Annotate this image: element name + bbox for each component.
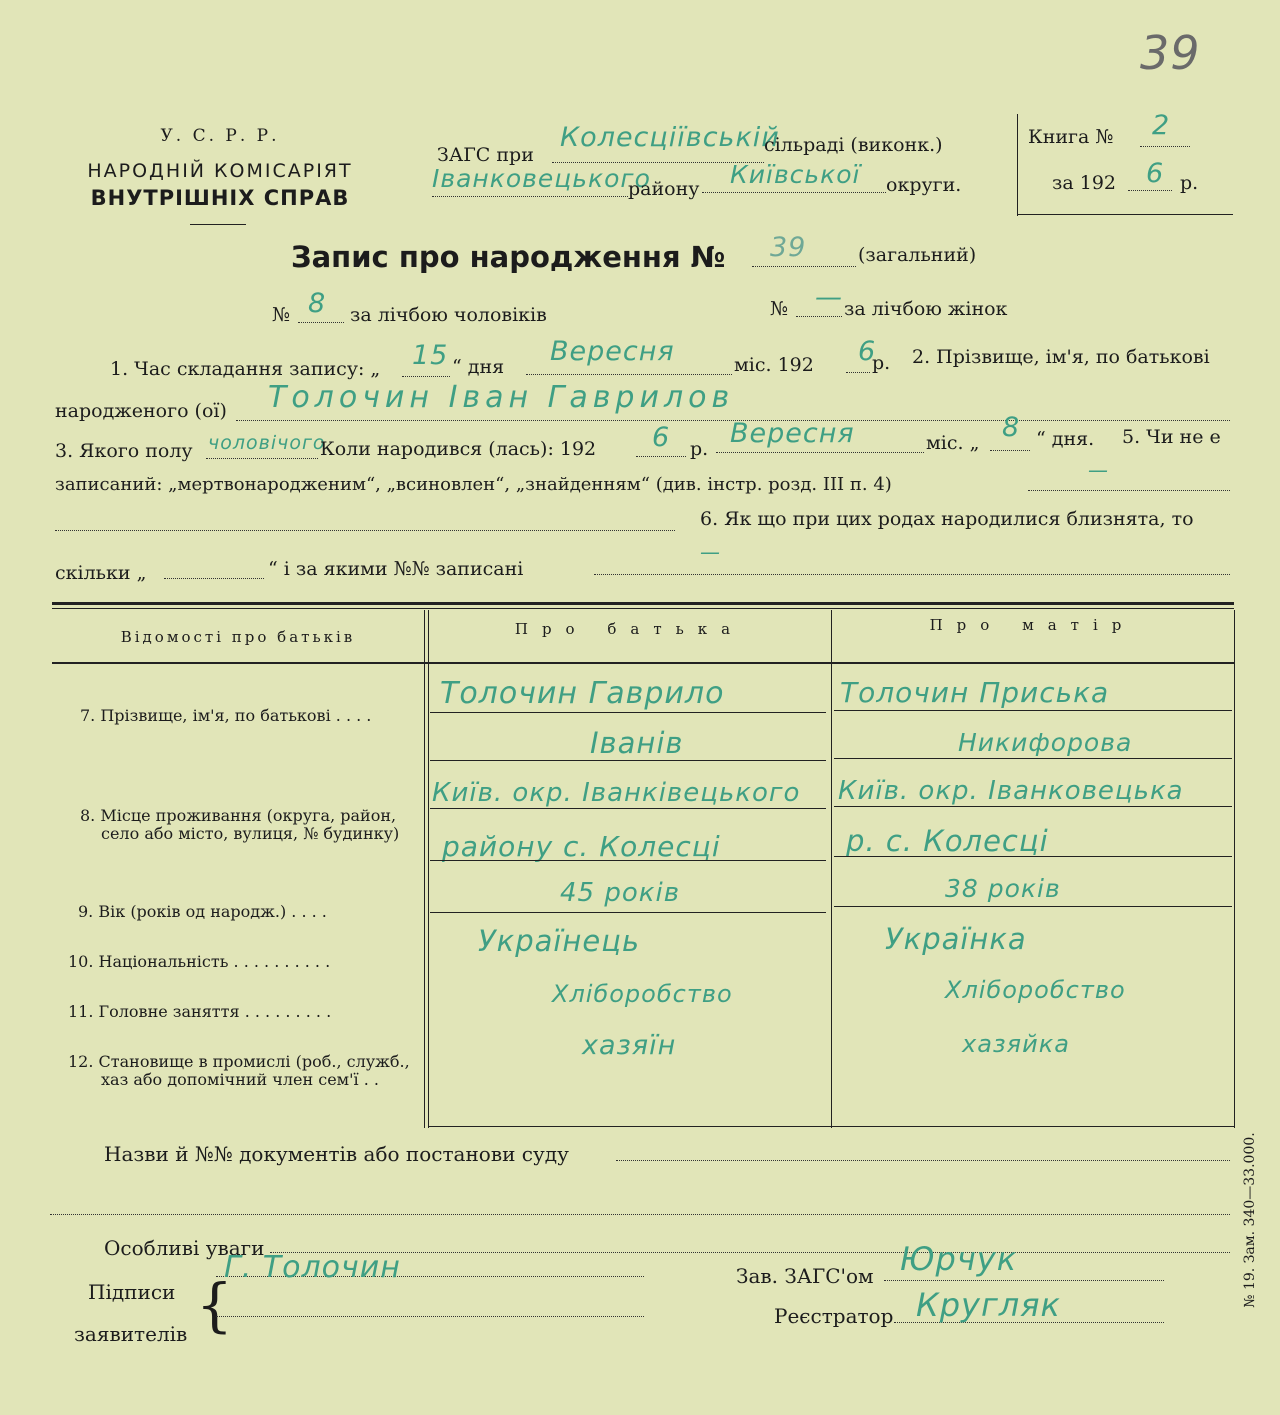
- mother-occupation: Хліборобство: [945, 976, 1126, 1004]
- applicant-signature: Г. Толочин: [224, 1250, 401, 1285]
- q1-month-suffix: міс. 192: [734, 354, 814, 376]
- signatures-label-1: Підписи: [88, 1280, 176, 1304]
- village-council-suffix: сільраді (виконк.): [764, 134, 943, 156]
- q3-born-year-line: [636, 456, 686, 457]
- mother-line-2: [834, 758, 1232, 759]
- q5-label: 5. Чи не е: [1122, 426, 1221, 448]
- q6-label: 6. Як що при цих родах народилися близнята, то: [700, 508, 1194, 530]
- table-divider-1: [424, 610, 425, 1128]
- okruha-value: Київської: [730, 160, 861, 189]
- record-number: 39: [770, 232, 807, 263]
- record-number-line: [752, 266, 856, 267]
- applicant-signature-line-2: [216, 1316, 644, 1317]
- q6-label2b: “ і за якими №№ записані: [268, 558, 524, 580]
- book-label: Книга №: [1028, 126, 1114, 148]
- men-count-value: 8: [308, 288, 327, 319]
- row-label-12: 12. Становище в промислі (роб., служб.,: [68, 1052, 410, 1071]
- signatures-brace: {: [196, 1271, 233, 1339]
- q3-born-label: Коли народився (лась): 192: [320, 438, 597, 460]
- remarks-line: [270, 1252, 1230, 1253]
- father-residence-2: району с. Колесці: [442, 830, 721, 863]
- table-divider-3: [1234, 610, 1235, 1128]
- zags-prefix: ЗАГС при: [437, 144, 534, 166]
- q2-label: 2. Прізвище, ім'я, по батькові: [912, 346, 1210, 368]
- q5-continuation-line: [55, 530, 675, 531]
- q3-born-year-suffix: р.: [690, 438, 709, 460]
- signatures-label-2: заявителів: [74, 1322, 188, 1346]
- q6-count-line: [164, 578, 264, 579]
- q1-label: 1. Час складання запису: „: [110, 358, 381, 380]
- table-bottom-rule: [428, 1126, 1234, 1127]
- q3-month: Вересня: [730, 418, 855, 449]
- q1-year: 6: [858, 336, 877, 367]
- q2-label2: народженого (ої): [55, 400, 227, 422]
- q3-born-year: 6: [652, 422, 671, 453]
- commissariat-line1: НАРОДНІЙ КОМІСАРІЯТ: [87, 160, 353, 182]
- q5-value: —: [1088, 458, 1109, 482]
- q3-month-suffix: міс. „: [926, 432, 980, 454]
- mother-line-4: [834, 856, 1232, 857]
- okruha-label: округи.: [886, 174, 962, 196]
- women-count-line: [796, 316, 842, 317]
- col-header-mother: Про матір: [929, 616, 1136, 634]
- documents-line: [616, 1160, 1230, 1161]
- mother-residence-1: Київ. окр. Іванковецька: [838, 776, 1184, 806]
- father-occupation: Хліборобство: [552, 980, 733, 1008]
- col-header-father: Про батька: [514, 620, 745, 638]
- father-line-5: [430, 912, 826, 913]
- mother-line-1: [834, 710, 1232, 711]
- q1-month-line: [526, 374, 732, 375]
- q6-value: —: [700, 540, 721, 564]
- women-count-prefix: №: [770, 298, 788, 320]
- head-signature-line: [884, 1280, 1164, 1281]
- commissariat-line2: ВНУТРІШНІХ СПРАВ: [90, 186, 350, 210]
- book-number: 2: [1152, 110, 1171, 141]
- table-divider-1b: [428, 610, 429, 1128]
- row-label-7: 7. Прізвище, ім'я, по батькові . . . .: [80, 706, 372, 725]
- mother-line-3: [834, 806, 1232, 807]
- remarks-label: Особливі уваги: [104, 1236, 265, 1260]
- record-title-suffix: (загальний): [858, 244, 977, 266]
- father-name-2: Іванів: [590, 726, 684, 760]
- book-box-bottom: [1017, 214, 1233, 215]
- q3-value-line: [206, 458, 318, 459]
- book-number-line: [1140, 146, 1190, 147]
- mother-nationality: Українка: [885, 922, 1027, 956]
- row-label-12b: хаз або допомічний член сем'ї . .: [101, 1070, 379, 1089]
- registrar-signature: Кругляк: [916, 1286, 1061, 1324]
- mother-name-1: Толочин Приська: [840, 676, 1110, 709]
- registrar-label: Реєстратор: [774, 1304, 894, 1328]
- q1-day-line: [402, 376, 450, 377]
- table-top-rule: [52, 602, 1234, 605]
- book-year-value: 6: [1146, 158, 1165, 189]
- record-title: Запис про народження №: [291, 240, 726, 274]
- row-label-8b: село або місто, вулиця, № будинку): [101, 824, 400, 843]
- father-age: 45 років: [560, 878, 681, 908]
- documents-line-2: [50, 1214, 1230, 1215]
- ussr-label: У. С. Р. Р.: [160, 126, 280, 146]
- women-count-label: за лічбою жінок: [844, 298, 1008, 320]
- q5-label2: записаний: „мертвонародженим“, „всиновлен“, „знайденням“ (див. інстр. розд. III п. 4): [55, 474, 892, 495]
- q1-day: 15: [412, 340, 449, 371]
- mother-line-5: [834, 906, 1232, 907]
- father-line-3: [430, 808, 826, 809]
- mother-residence-2: р. с. Колесці: [846, 824, 1049, 858]
- father-line-1: [430, 712, 826, 713]
- mother-status: хазяйка: [962, 1030, 1070, 1058]
- book-year-line: [1128, 190, 1172, 191]
- district-line: [432, 196, 628, 197]
- col-header-parents: Відомості про батьків: [120, 628, 356, 646]
- documents-label: Назви й №№ документів або постанови суду: [104, 1142, 569, 1166]
- q3-month-line: [716, 452, 924, 453]
- men-count-line: [298, 322, 344, 323]
- q6-numbers-line: [594, 574, 1230, 575]
- men-count-prefix: №: [272, 304, 290, 326]
- q3-day-suffix: “ дня.: [1036, 428, 1095, 450]
- q3-label: 3. Якого полу: [55, 440, 193, 462]
- mother-name-2: Никифорова: [958, 728, 1133, 757]
- father-line-4: [430, 860, 826, 861]
- q3-day-line: [990, 450, 1030, 451]
- sheet-number: 39: [1140, 26, 1201, 80]
- q2-value: Толочин Іван Гаврилов: [268, 380, 735, 415]
- q3-day: 8: [1002, 412, 1021, 443]
- book-box-left: [1017, 114, 1018, 216]
- father-status: хазяїн: [582, 1030, 677, 1061]
- row-label-9: 9. Вік (років од народж.) . . . .: [78, 902, 327, 921]
- mother-age: 38 років: [945, 874, 1061, 903]
- father-residence-1: Київ. окр. Іванківецького: [432, 778, 801, 808]
- row-label-8: 8. Місце проживання (округа, район,: [80, 806, 397, 825]
- row-label-10: 10. Національність . . . . . . . . . .: [68, 952, 331, 971]
- men-count-label: за лічбою чоловіків: [350, 304, 547, 326]
- book-year-prefix: за 192: [1052, 172, 1116, 194]
- q1-year-line: [846, 372, 870, 373]
- head-label: Зав. ЗАГС'ом: [736, 1264, 874, 1288]
- father-line-2: [430, 760, 826, 761]
- table-divider-2: [831, 610, 832, 1128]
- q1-day-suffix: “ дня: [452, 356, 505, 378]
- district-value: Іванковецького: [432, 164, 651, 193]
- okruha-line: [702, 192, 886, 193]
- print-mark: № 19. Зам. 340—33.000.: [1242, 1132, 1258, 1308]
- father-nationality: Українець: [478, 924, 641, 958]
- q6-label2a: скільки „: [55, 562, 147, 584]
- book-year-suffix: р.: [1180, 172, 1199, 194]
- header-rule: [190, 224, 246, 225]
- father-name-1: Толочин Гаврило: [440, 676, 725, 711]
- women-count-value: —: [815, 282, 843, 313]
- q1-year-suffix: р.: [872, 352, 891, 374]
- head-signature: Юрчук: [900, 1240, 1018, 1278]
- table-top-rule2: [52, 608, 1234, 609]
- q1-month: Вересня: [550, 336, 675, 367]
- district-label: району: [628, 178, 700, 200]
- q3-value: чоловічого: [208, 432, 326, 454]
- village-council-value: Колесціївській: [560, 122, 780, 153]
- q5-line: [1028, 490, 1230, 491]
- row-label-11: 11. Головне заняття . . . . . . . . .: [68, 1002, 332, 1021]
- table-header-rule: [52, 662, 1234, 664]
